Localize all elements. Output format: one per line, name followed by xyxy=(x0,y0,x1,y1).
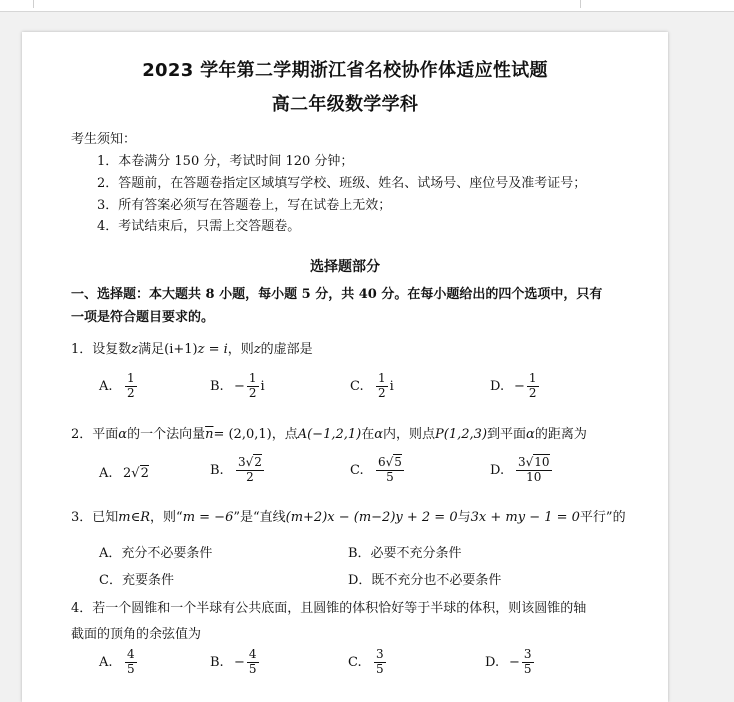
toolbar-divider xyxy=(33,0,34,8)
section-instructions: 一、选择题：本大题共 8 小题，每小题 5 分，共 40 分。在每小题给出的四个选项中，只有 xyxy=(71,287,603,302)
q3-option-c: C．充要条件 xyxy=(99,573,174,588)
q2-option-d: D. $\frac{3√10}{10}$ xyxy=(490,455,550,484)
q3-option-d: D．既不充分也不必要条件 xyxy=(348,573,502,588)
q1-option-c: C. $\frac{1}{2}$ i xyxy=(350,371,394,400)
document-page xyxy=(22,32,668,702)
notice-heading: 考生须知： xyxy=(71,132,137,147)
q3-option-b: B．必要不充分条件 xyxy=(348,546,462,561)
q2-option-a: A. 2√2 xyxy=(99,466,149,481)
question-2: 2．平面α的一个法向量$\overline{n}= (2,0,1)$，点A(−1,2,1)在α内，则点P(1,2,3)到平面α的距离为 xyxy=(71,427,587,442)
doc-subtitle: 高二年级数学学科 xyxy=(271,94,419,115)
section-title: 选择题部分 xyxy=(310,259,380,275)
q4-option-c: C. $\frac{3}{5}$ xyxy=(348,647,384,676)
viewer-toolbar xyxy=(0,0,734,12)
notice-item: 3．所有答案必须写在答题卷上，写在试卷上无效； xyxy=(97,198,392,213)
question-3: 3．已知m∈R，则“m = −6”是“直线(m+2)x − (m−2)y + 2 = 0与3x + my − 1 = 0平行”的 xyxy=(71,510,626,525)
q4-option-b: B. − $\frac{4}{5}$ xyxy=(210,647,257,676)
notice-item: 4．考试结束后，只需上交答题卷。 xyxy=(97,219,301,234)
q4-option-a: A. $\frac{4}{5}$ xyxy=(99,647,135,676)
question-4-cont: 截面的顶角的余弦值为 xyxy=(71,627,202,642)
toolbar-divider xyxy=(580,0,581,8)
q3-option-a: A．充分不必要条件 xyxy=(99,546,213,561)
notice-item: 2．答题前，在答题卷指定区域填写学校、班级、姓名、试场号、座位号及准考证号； xyxy=(97,176,587,191)
q1-option-b: B. − $\frac{1}{2}$ i xyxy=(210,371,265,400)
section-instructions-cont: 一项是符合题目要求的。 xyxy=(71,310,215,325)
notice-item: 1．本卷满分 150 分，考试时间 120 分钟； xyxy=(97,154,354,169)
q2-option-c: C. $\frac{6√5}{5}$ xyxy=(350,455,402,484)
q1-option-a: A. $\frac{1}{2}$ xyxy=(99,371,135,400)
doc-title: 2023 学年第二学期浙江省名校协作体适应性试题 xyxy=(142,60,548,81)
question-4: 4．若一个圆锥和一个半球有公共底面，且圆锥的体积恰好等于半球的体积，则该圆锥的轴 xyxy=(71,601,587,616)
question-1: 1．设复数z满足(i+1)z = i，则z的虚部是 xyxy=(71,342,313,357)
q1-option-d: D. − $\frac{1}{2}$ xyxy=(490,371,537,400)
q4-option-d: D. − $\frac{3}{5}$ xyxy=(485,647,532,676)
q2-option-b: B. $\frac{3√2}{2}$ xyxy=(210,455,262,484)
